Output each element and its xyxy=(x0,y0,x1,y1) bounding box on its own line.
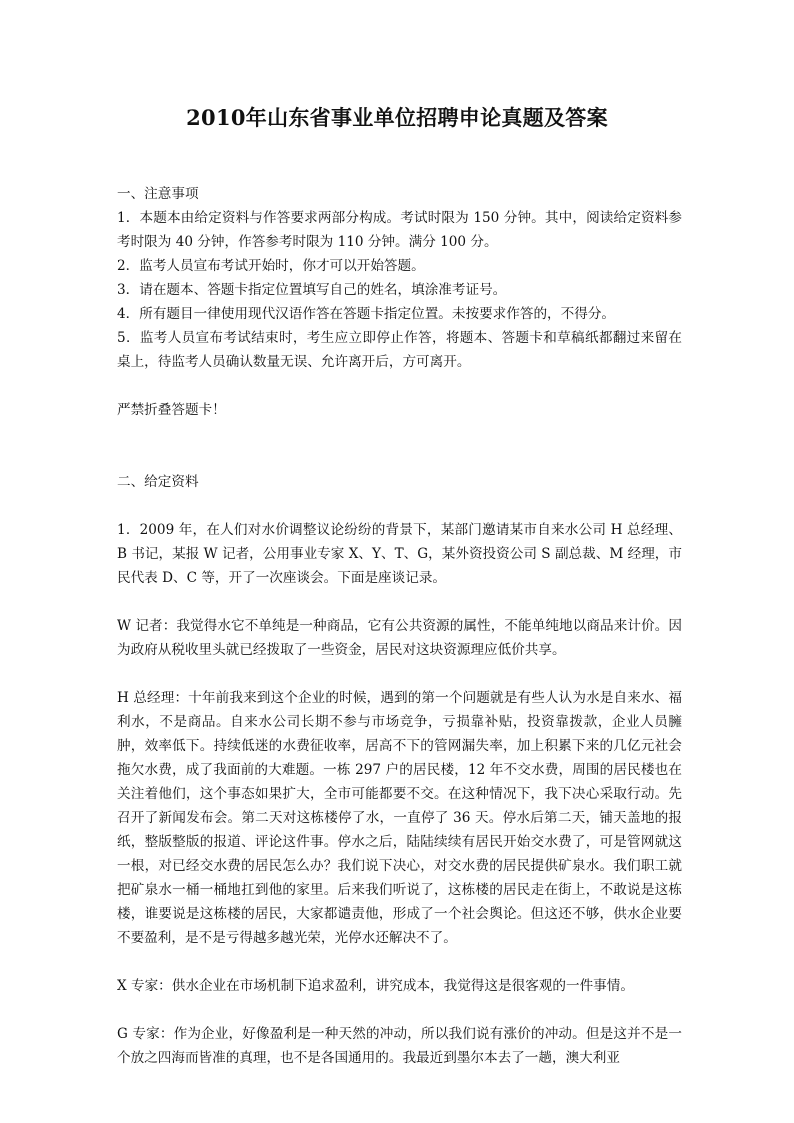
material-paragraph: W 记者：我觉得水它不单纯是一种商品，它有公共资源的属性，不能单纯地以商品来计价。因为政府从税收里头就已经拨取了一些资金，居民对这块资源理应低价共享。 xyxy=(117,618,682,658)
material-paragraph: X 专家：供水企业在市场机制下追求盈利，讲究成本，我觉得这是很客观的一件事情。 xyxy=(117,978,634,994)
notes-heading: 一、注意事项 xyxy=(117,186,199,202)
notes-item: 1．本题本由给定资料与作答要求两部分构成。考试时限为 150 分钟。其中，阅读给定资料参考时限为 40 分钟，作答参考时限为 110 分钟。满分 100 分。 xyxy=(117,210,682,250)
materials-intro: 1．2009 年，在人们对水价调整议论纷纷的背景下，某部门邀请某市自来水公司 H 总经理、B 书记，某报 W 记者，公用事业专家 X、Y、T、G，某外资投资公司 S 副总裁、M 经理，市民代表 D、C 等，开了一次座谈会。下面是座谈记录。 xyxy=(117,522,682,586)
document-title: 2010年山东省事业单位招聘申论真题及答案 xyxy=(186,105,608,130)
warning-text: 严禁折叠答题卡！ xyxy=(117,402,226,418)
material-paragraph: H 总经理：十年前我来到这个企业的时候，遇到的第一个问题就是有些人认为水是自来水、福利水，不是商品。自来水公司长期不参与市场竞争，亏损靠补贴，投资靠拨款，企业人员臃肿，效率低下。持续低迷的水费征收率，居高不下的管网漏失率，加上积累下来的几亿元社会拖欠水费，成了我面前的大难题。一栋 297 户的居民楼，12 年不交水费，周围的居民楼也在关注着他们，这个事态如果扩大，全市可能都要不交。在这种情况下，我下决心采取行动。先召开了新闻发布会。第二天对这栋楼停了水，一直停了 36 天。停水后第二天，铺天盖地的报纸，整版整版的报道、评论这件事。停水之后，陆陆续续有居民开始交水费了，可是管网就这一根，对已经交水费的居民怎么办？我们说下决心，对交水费的居民提供矿泉水。我们职工就把矿泉水一桶一桶地扛到他的家里。后来我们听说了，这栋楼的居民走在街上，不敢说是这栋楼，谁要说是这栋楼的居民，大家都谴责他，形成了一个社会舆论。但这还不够，供水企业要不要盈利，是不是亏得越多越光荣，光停水还解决不了。 xyxy=(117,690,682,946)
notes-item: 3．请在题本、答题卡指定位置填写自己的姓名，填涂准考证号。 xyxy=(117,282,507,298)
notes-item: 5．监考人员宣布考试结束时，考生应立即停止作答，将题本、答题卡和草稿纸都翻过来留在桌上，待监考人员确认数量无误、允许离开后，方可离开。 xyxy=(117,330,682,370)
materials-heading: 二、给定资料 xyxy=(117,474,199,490)
material-paragraph: G 专家：作为企业，好像盈利是一种天然的冲动，所以我们说有涨价的冲动。但是这并不是一个放之四海而皆准的真理，也不是各国通用的。我最近到墨尔本去了一趟，澳大利亚 xyxy=(117,1026,682,1066)
notes-item: 4．所有题目一律使用现代汉语作答在答题卡指定位置。未按要求作答的，不得分。 xyxy=(117,306,616,322)
notes-item: 2．监考人员宣布考试开始时，你才可以开始答题。 xyxy=(117,258,425,274)
document-body xyxy=(117,182,682,1070)
